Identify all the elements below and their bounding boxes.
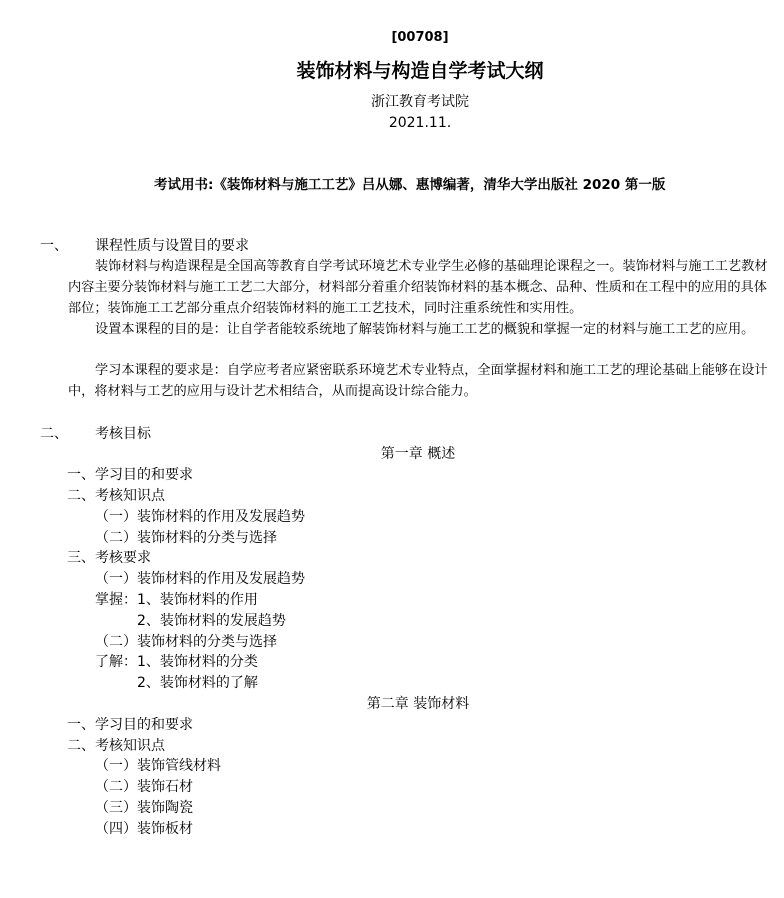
outline-item: （四）装饰板材 — [95, 821, 193, 837]
section2-number: 二、 — [40, 426, 68, 442]
outline-item: 掌握：1、装饰材料的作用 — [95, 592, 258, 608]
section1-paragraph-3 — [68, 361, 772, 403]
outline-item: （二）装饰石材 — [95, 779, 193, 795]
paragraph-text: 学习本课程的要求是：自学应考者应紧密联系环境艺术专业特点，全面掌握材料和施工工艺的理论基础上能够在设计中，将材料与工艺的应用与设计艺术相结合，从而提高设计综合能力。 — [68, 363, 768, 399]
document-code: [00708] — [391, 30, 449, 45]
outline-item: 一、学习目的和要求 — [67, 717, 193, 733]
outline-item: （二）装饰材料的分类与选择 — [95, 634, 277, 650]
paragraph-text: 装饰材料与构造课程是全国高等教育自学考试环境艺术专业学生必修的基础理论课程之一。装饰材料与施工工艺教材内容主要分装饰材料与施工工艺二大部分，材料部分着重介绍装饰材料的基本概念、品种、性质和在工程中的应用的具体部位；装饰施工工艺部分重点介绍装饰材料的施工工艺技术，同时注重系统性和实用性。 — [68, 259, 768, 316]
outline-item: 三、考核要求 — [67, 550, 151, 566]
paragraph-text: 设置本课程的目的是：让自学者能较系统地了解装饰材料与施工工艺的概貌和掌握一定的材料与施工工艺的应用。 — [95, 322, 755, 337]
section1-paragraph-2 — [68, 320, 772, 341]
outline-item: （一）装饰材料的作用及发展趋势 — [95, 509, 305, 525]
chapter1-title: 第一章 概述 — [380, 446, 456, 462]
outline-item: 一、学习目的和要求 — [67, 467, 193, 483]
outline-item: （三）装饰陶瓷 — [95, 800, 193, 816]
outline-item: 2、装饰材料的了解 — [137, 675, 258, 691]
section1-title: 课程性质与设置目的要求 — [95, 238, 249, 254]
outline-item: （一）装饰管线材料 — [95, 758, 221, 774]
issue-date: 2021.11. — [388, 115, 452, 131]
section2-title: 考核目标 — [95, 426, 151, 442]
section1-paragraph-1 — [68, 257, 772, 319]
textbook-line: 考试用书:《装饰材料与施工工艺》吕从娜、惠博编著，清华大学出版社 2020 第一版 — [154, 177, 666, 193]
outline-item: （一）装饰材料的作用及发展趋势 — [95, 571, 305, 587]
outline-item: 2、装饰材料的发展趋势 — [137, 613, 286, 629]
outline-item: （二）装饰材料的分类与选择 — [95, 530, 277, 546]
outline-item: 二、考核知识点 — [67, 488, 165, 504]
chapter2-title: 第二章 装饰材料 — [366, 696, 470, 712]
outline-item: 二、考核知识点 — [67, 738, 165, 754]
section1-number: 一、 — [40, 238, 68, 254]
issuing-organization: 浙江教育考试院 — [371, 94, 469, 110]
outline-item: 了解：1、装饰材料的分类 — [95, 654, 258, 670]
document-title: 装饰材料与构造自学考试大纲 — [296, 60, 544, 82]
